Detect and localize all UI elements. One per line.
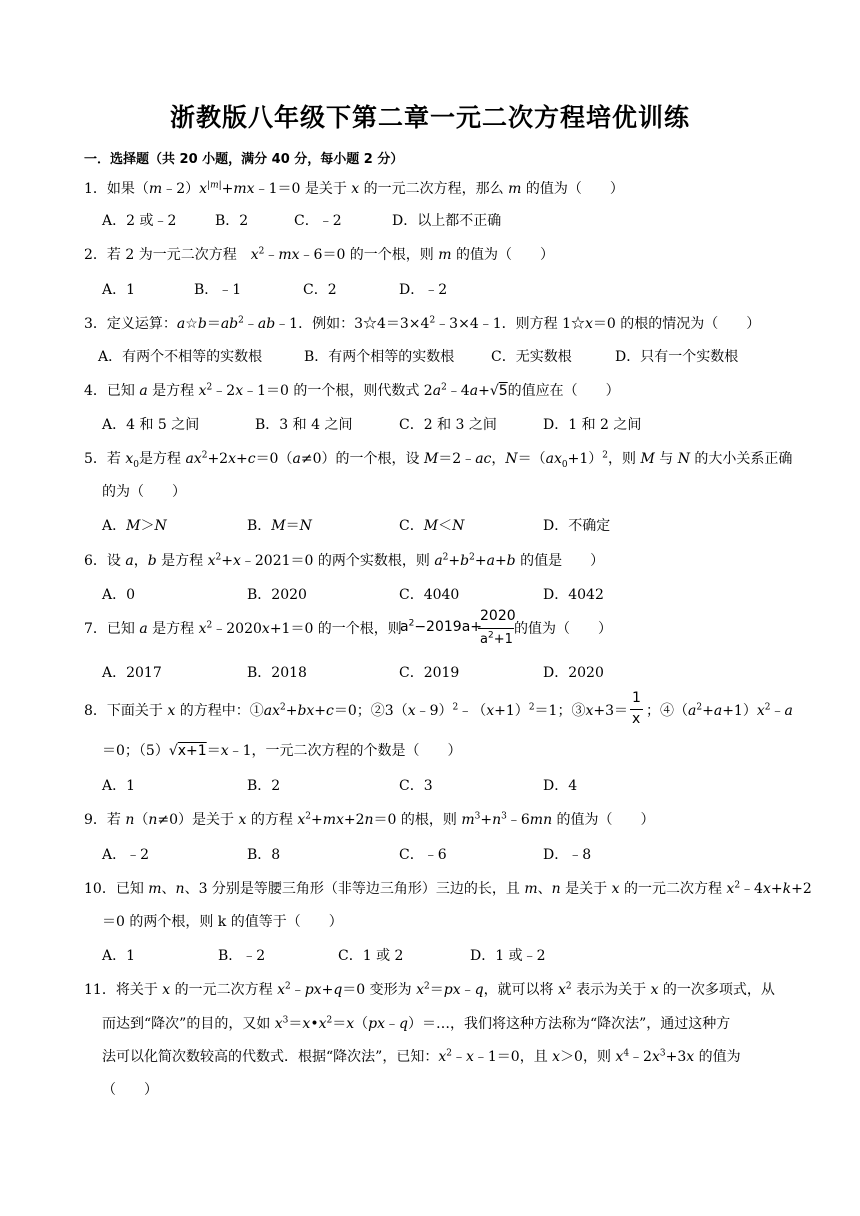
question-10-line-1: 10．已知 m、n、3 分别是等腰三角形（非等边三角形）三边的长，且 m、n 是关于 x 的一元二次方程 $x^2﹣4x+k+2$ bbox=[84, 880, 812, 897]
q6-option-c: C．4040 bbox=[399, 587, 460, 603]
question-9: 9．若 n（n≠0）是关于 x 的方程 $x^2+mx+2n=0$ 的根，则 $m^3+n^3﹣6mn$ 的值为（ ） bbox=[84, 811, 655, 828]
q2-option-a: A．1 bbox=[102, 282, 136, 298]
question-11-line-1: 11．将关于 x 的一元二次方程 $x^2﹣px+q=0$ 变形为 $x^2=px﹣q$，就可以将 $x^2$ 表示为关于 x 的一次多项式，从 bbox=[84, 981, 775, 998]
q2-option-b: B．﹣1 bbox=[194, 282, 242, 298]
q6-option-b: B．2020 bbox=[247, 587, 307, 603]
section-heading: 一．选择题（共 20 小题，满分 40 分，每小题 2 分） bbox=[84, 152, 404, 167]
q6-option-d: D．4042 bbox=[543, 587, 604, 603]
question-5-line-2: 的为（ ） bbox=[102, 484, 186, 500]
q10-option-b: B．﹣2 bbox=[218, 948, 266, 964]
q3-option-c: C．无实数根 bbox=[491, 349, 572, 365]
q5-option-c: C．M＜N bbox=[399, 518, 465, 534]
question-6: 6．设 a，b 是方程 $x^2+x﹣2021=0$ 的两个实数根，则 $a^2+b^2+a+b$ 的值是 ） bbox=[84, 552, 605, 569]
question-11-line-3: 法可以化简次数较高的代数式．根据“降次法”，已知：$x^2﹣x﹣1=0$，且 x＞0，则 $x^4﹣2x^3+3x$ 的值为 bbox=[102, 1048, 741, 1065]
question-1: 1．如果$(m﹣2)x^{|m|}+mx﹣1=0$ 是关于 x 的一元二次方程，那么 m 的值为（ ） bbox=[84, 180, 624, 197]
question-8-line-1: 8．下面关于 x 的方程中：$①ax^2+bx+c=0$；$②3(x﹣9)^2﹣(x+1)^2=1$；③x+3＝ bbox=[84, 702, 629, 719]
question-11-line-4: （ ） bbox=[102, 1082, 158, 1098]
q7-option-b: B．2018 bbox=[247, 665, 307, 681]
q10-option-a: A．1 bbox=[102, 948, 136, 964]
question-7-tail: 的值为（ ） bbox=[514, 621, 612, 637]
question-8-line-2: ＝0；（5）√x+1＝x﹣1，一元二次方程的个数是（ ） bbox=[102, 743, 462, 759]
q8-option-c: C．3 bbox=[399, 778, 433, 794]
q3-option-d: D．只有一个实数根 bbox=[615, 349, 739, 365]
q4-option-a: A．4 和 5 之间 bbox=[102, 417, 200, 433]
q6-option-a: A．0 bbox=[102, 587, 136, 603]
question-7: 7．已知 a 是方程 $x^2﹣2020x+1=0$ 的一个根，则 bbox=[84, 620, 402, 637]
q4-option-d: D．1 和 2 之间 bbox=[543, 417, 642, 433]
question-3: 3．定义运算：$a☆b=ab^2﹣ab﹣1$．例如：$3☆4=3\times 4^2﹣3\times 4﹣1$．则方程 1☆x＝0 的根的情况为（ ） bbox=[84, 315, 761, 332]
q8-fraction-image: 1 x bbox=[630, 690, 644, 730]
question-8-line-1-tail: ；$④(a^2+a+1)x^2﹣a$ bbox=[646, 702, 793, 719]
q3-option-a: A．有两个不相等的实数根 bbox=[98, 349, 263, 365]
q1-option-d: D．以上都不正确 bbox=[392, 213, 502, 229]
q10-option-c: C．1 或 2 bbox=[338, 948, 404, 964]
q9-option-a: A．﹣2 bbox=[102, 847, 150, 863]
question-4: 4．已知 a 是方程 $x^2﹣2x﹣1=0$ 的一个根，则代数式 $2a^2﹣4a+√5$的值应在（ ） bbox=[84, 382, 620, 399]
q8-option-a: A．1 bbox=[102, 778, 136, 794]
q9-option-d: D．﹣8 bbox=[543, 847, 592, 863]
q10-option-d: D．1 或﹣2 bbox=[470, 948, 546, 964]
q5-option-d: D．不确定 bbox=[543, 518, 611, 534]
q5-option-b: B．M＝N bbox=[247, 518, 312, 534]
question-2: 2．若 2 为一元二次方程 $x^2﹣mx﹣6=0$ 的一个根，则 m 的值为（ ） bbox=[84, 246, 554, 263]
q7-option-a: A．2017 bbox=[102, 665, 162, 681]
question-11-line-2: 而达到“降次”的目的，又如 $x^3=x•x^2=x(px﹣q)=\dots$，我们将这种方法称为“降次法”，通过这种方 bbox=[102, 1015, 731, 1032]
q1-option-a: A．2 或﹣2 bbox=[102, 213, 177, 229]
question-10-line-2: ＝0 的两个根，则 k 的值等于（ ） bbox=[102, 914, 343, 930]
q2-option-d: D．﹣2 bbox=[399, 282, 448, 298]
q2-option-c: C．2 bbox=[303, 282, 337, 298]
q7-option-c: C．2019 bbox=[399, 665, 460, 681]
question-5-line-1: 5．若 $x_0$是方程 $ax^2+2x+c=0(a\ne 0)$的一个根，设 M＝2﹣ac，$N=(ax_0+1)^2$，则 M 与 N 的大小关系正确 bbox=[84, 450, 793, 470]
q3-option-b: B．有两个相等的实数根 bbox=[304, 349, 455, 365]
q8-option-d: D．4 bbox=[543, 778, 578, 794]
q4-option-c: C．2 和 3 之间 bbox=[399, 417, 497, 433]
q9-option-b: B．8 bbox=[247, 847, 281, 863]
page-title: 浙教版八年级下第二章一元二次方程培优训练 bbox=[169, 103, 690, 132]
q4-option-b: B．3 和 4 之间 bbox=[255, 417, 353, 433]
q1-option-b: B．2 bbox=[215, 213, 249, 229]
q7-formula-image: $a^2-2019a+$ 2020 $a^2+1$ bbox=[400, 608, 516, 647]
q9-option-c: C．﹣6 bbox=[399, 847, 447, 863]
q5-option-a: A．M＞N bbox=[102, 518, 167, 534]
q8-option-b: B．2 bbox=[247, 778, 281, 794]
q1-option-c: C．﹣2 bbox=[294, 213, 342, 229]
q7-option-d: D．2020 bbox=[543, 665, 604, 681]
